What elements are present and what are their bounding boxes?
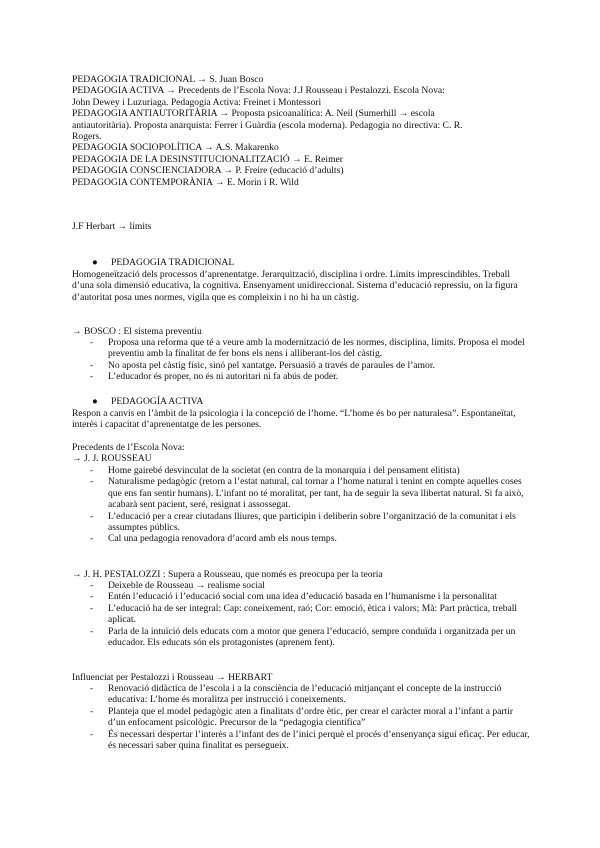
overview-line: PEDAGOGIA TRADICIONAL → S. Juan Bosco [72,74,264,85]
dash-icon: - [90,359,94,371]
dash-icon: - [90,705,94,717]
list-item [72,465,532,476]
list-item [72,511,532,534]
list-item-text: Proposa una reforma que té a veure amb la modernització de les normes, disciplina, límits. Proposa el model preventiu amb la finalitat de fer bons els nens i alliberant-los del càstig. [108,337,525,360]
herbart-note: J.F Herbart → límits [72,221,152,232]
list-item-text: Parla de la intuïció dels educats com a motor que genera l’educació, sempre conduïda i organitzada per un educador. Els educats són els protagonistes (aprenem fent). [108,625,516,649]
list-item [72,580,532,591]
overview-line: PEDAGOGIA CONTEMPORÀNIA → E. Morin i R. Wild [72,176,299,188]
list-item [72,476,532,510]
overview-line: PEDAGOGIA CONSCIENCIADORA → P. Freire (educació d’adults) [72,165,344,177]
dash-icon: - [90,533,94,545]
overview-list [72,74,532,188]
list-item [72,591,532,602]
list-item-text: Home gairebé desvinculat de la societat (en contra de la monarquia i del pensament elitista) [108,465,460,476]
section-heading-text: PEDAGOGÍA ACTIVA [111,396,204,407]
pestalozzi-list [72,580,532,648]
influence-title: Influenciat per Pestalozzi i Rousseau → HERBART [72,672,273,683]
tradicional-description: Homogeneïtzació dels processos d’aprenentatge. Jerarquització, disciplina i ordre. Límits imprescindibles. Treball d’una sola dimensió educativa, la cognitiva. Ensenyament unidireccional. Sistema d’educació repressiu, on la figura d’autoritat posa unes normes, vigila que es compleixin i no hi ha un càstig. [72,269,518,303]
dash-icon: - [90,371,94,383]
list-item [72,683,532,706]
bosco-list [72,337,532,383]
overview-line: PEDAGOGIA ANTIAUTORITÀRIA → Proposta psicoanalítica: A. Neil (Sumerhill → escola [72,108,435,120]
activa-description: Respon a canvis en l’àmbit de la psicologia i la concepció de l’home. “L’home és bo per naturalesa”. Espontaneïtat, interès i capacitat d’aprenentatge de les persones. [72,408,516,431]
herbart-list [72,683,532,751]
list-item [72,626,532,649]
list-item [72,360,532,371]
section-heading-text: PEDAGOGIA TRADICIONAL [111,257,235,268]
list-item-text: Cal una pedagogia renovadora d’acord amb els nous temps. [108,533,337,545]
dash-icon: - [90,683,94,694]
overview-line: PEDAGOGIA ACTIVA → Precedents de l’Escola Nova: J.J Rousseau i Pestalozzi. Escola Nova: [72,85,445,97]
list-item [72,706,532,729]
list-item [72,729,532,752]
rousseau-list [72,465,532,545]
list-item-text: Renovació didàctica de l’escola i a la consciència de l’educació mitjançant el concepte de la instrucció educativa: L’home és moralitza per instrucció i coneixements. [108,683,502,706]
dash-icon: - [90,591,94,603]
list-item [72,371,532,382]
pestalozzi-title: → J. H. PESTALOZZI : Supera a Rousseau, que només es preocupa per la teoria [72,569,383,580]
list-item-text: Entén l’educació i l’educació social com una idea d’educació basada en l’humanisme i la personalitat [108,591,497,603]
bullet-icon: ● [92,396,98,407]
precedents-title: Precedents de l’Escola Nova: [72,442,185,453]
dash-icon: - [90,476,94,488]
list-item [72,337,532,360]
list-item-text: No aposta pel càstig físic, sinó pel xantatge. Persuasió a través de paraules de l’amor. [108,359,435,371]
list-item-text: És necessari despertar l’interès a l’infant des de l’inici perquè el procés d’ensenyança sigui eficaç. Per educar, és necessari saber quina finalitat es persegueix. [108,728,530,752]
dash-icon: - [90,728,94,740]
list-item-text: L’educació per a crear ciutadans lliures, que participin i deliberin sobre l’organització de la comunitat i els assumptes públics. [108,510,516,534]
dash-icon: - [90,465,94,476]
dash-icon: - [90,337,94,348]
overview-line: PEDAGOGIA DE LA DESINSTITUCIONALITZACIÓ → E. Reimer [72,153,343,165]
overview-line: Rogers. [72,131,102,143]
list-item-text: Naturalisme pedagògic (retorn a l’estat natural, cal tornar a l’home natural i tenint en compte aquelles coses que ens fan sentir humans). L’infant no té moralitat, per tant, ha de seguir la seva llibertat natural. Si fa això, acabarà sent pacient, seré, resignat i assossegat. [108,476,524,511]
list-item-text: Planteja que el model pedagògic aten a finalitats d’ordre ètic, per crear el caràcter moral a l’infant a partir d’un enfocament psicològic. Precursor de la “pedagogia científica” [108,705,514,729]
list-item-text: L’educació ha de ser integral: Cap: coneixement, raó; Cor: emoció, ètica i valors; Mà: Part pràctica, treball aplicat. [108,602,518,626]
overview-line: John Dewey i Luzuriaga. Pedagogia Activa: Freinet i Montessori [72,96,322,108]
list-item-text: L’educador és proper, no és ni autoritari ni fa abús de poder. [108,371,339,383]
bosco-title: → BOSCO : El sistema preventiu [72,326,202,337]
overview-line: antiautoritària). Proposta anarquista: Ferrer i Guàrdia (escola moderna). Pedagogia no directiva: C. R. [72,119,463,131]
dash-icon: - [90,580,94,591]
dash-icon: - [90,602,94,614]
overview-line: PEDAGOGIA SOCIOPOLÍTICA → A.S. Makarenko [72,142,279,154]
rousseau-title: → J. J. ROUSSEAU [72,453,152,464]
list-item-text: Deixeble de Rousseau → realisme social [108,580,265,591]
bullet-icon: ● [92,257,98,268]
list-item [72,533,532,544]
list-item [72,603,532,626]
dash-icon: - [90,625,94,637]
dash-icon: - [90,510,94,522]
